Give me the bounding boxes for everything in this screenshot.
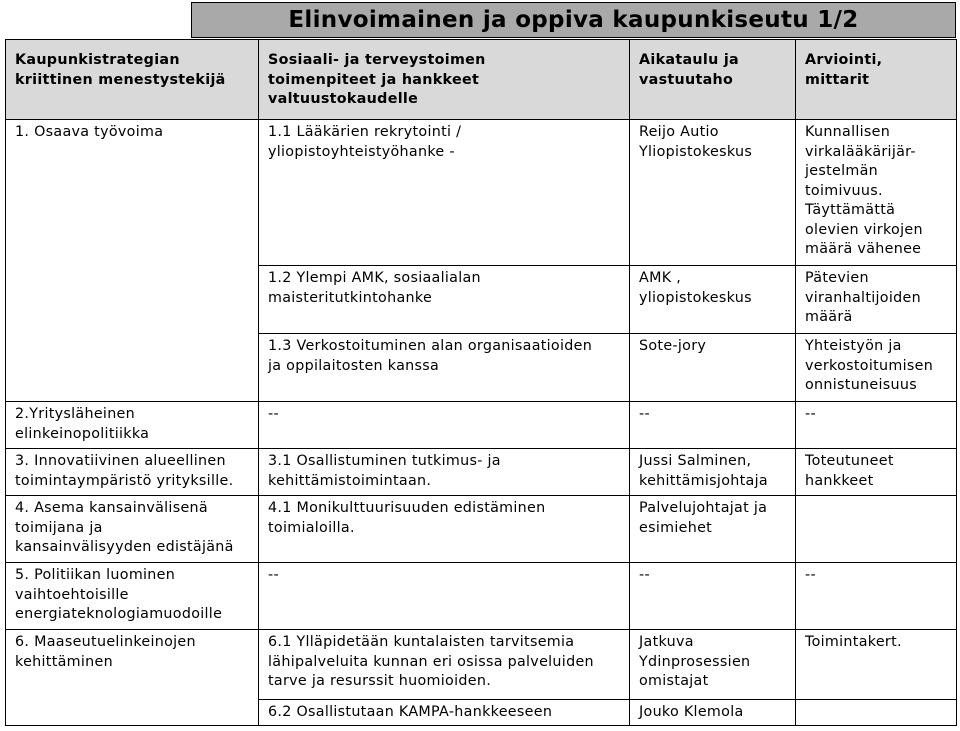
action-cell: -- [259,563,630,630]
action-cell: 1.2 Ylempi AMK, sosiaalialan maisteritutkintohanke [259,266,630,334]
strategy-table [5,39,957,726]
responsible-cell: Jatkuva Ydinprosessien omistajat [630,630,796,700]
responsible-cell: -- [630,402,796,449]
responsible-cell: Reijo Autio Yliopistokeskus [630,120,796,266]
metric-cell: -- [796,563,957,630]
factor-cell: 1. Osaava työvoima [6,120,259,402]
action-cell: 6.2 Osallistutaan KAMPA-hankkeeseen [259,700,630,726]
table-header-row [6,40,957,120]
metric-cell: Pätevien viranhaltijoiden määrä [796,266,957,334]
factor-cell: 6. Maaseutuelinkeinojen kehittäminen [6,630,259,726]
action-cell: 1.3 Verkostoituminen alan organisaatioiden ja oppilaitosten kanssa [259,334,630,402]
action-cell: 1.1 Lääkärien rekrytointi / yliopistoyhteistyöhanke - [259,120,630,266]
table-row [6,120,957,266]
action-cell: 6.1 Ylläpidetään kuntalaisten tarvitsemia lähipalveluita kunnan eri osissa palveluiden tarve ja resurssit huomioiden. [259,630,630,700]
factor-cell: 3. Innovatiivinen alueellinen toimintaympäristö yrityksille. [6,449,259,496]
table-row [6,563,957,630]
header-actions: Sosiaali- ja terveystoimen toimenpiteet ja hankkeet valtuustokaudelle [259,40,630,120]
metric-cell [796,496,957,563]
table-row [6,496,957,563]
factor-cell: 2.Yritysläheinen elinkeinopolitiikka [6,402,259,449]
responsible-cell: Sote-jory [630,334,796,402]
header-critical-factor: Kaupunkistrategian kriittinen menestystekijä [6,40,259,120]
metric-cell: Toteutuneet hankkeet [796,449,957,496]
metric-cell [796,700,957,726]
header-evaluation: Arviointi, mittarit [796,40,957,120]
table-row [6,402,957,449]
responsible-cell: AMK , yliopistokeskus [630,266,796,334]
responsible-cell: Jouko Klemola [630,700,796,726]
responsible-cell: Palvelujohtajat ja esimiehet [630,496,796,563]
document-page [5,2,957,729]
factor-cell: 4. Asema kansainvälisenä toimijana ja kansainvälisyyden edistäjänä [6,496,259,563]
table-row [6,449,957,496]
action-cell: 4.1 Monikulttuurisuuden edistäminen toimialoilla. [259,496,630,563]
metric-cell: Yhteistyön ja verkostoitumisen onnistuneisuus [796,334,957,402]
factor-cell: 5. Politiikan luominen vaihtoehtoisille energiateknologiamuodoille [6,563,259,630]
responsible-cell: Jussi Salminen, kehittämisjohtaja [630,449,796,496]
metric-cell: Toimintakert. [796,630,957,700]
page-title: Elinvoimainen ja oppiva kaupunkiseutu 1/2 [191,2,956,38]
metric-cell: Kunnallisen virkalääkärijär- jestelmän toimivuus. Täyttämättä olevien virkojen määrä vähenee [796,120,957,266]
metric-cell: -- [796,402,957,449]
header-schedule: Aikataulu ja vastuutaho [630,40,796,120]
action-cell: 3.1 Osallistuminen tutkimus- ja kehittämistoimintaan. [259,449,630,496]
responsible-cell: -- [630,563,796,630]
table-row [6,630,957,700]
action-cell: -- [259,402,630,449]
